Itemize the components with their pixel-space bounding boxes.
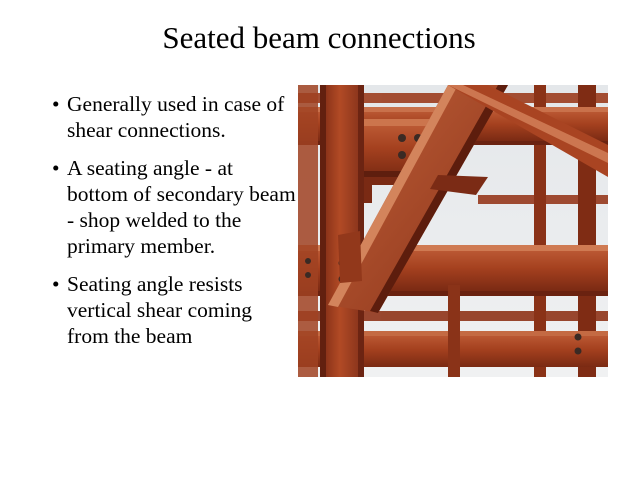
bullet-dot-icon: •	[52, 272, 60, 296]
lower-post	[448, 285, 460, 377]
slide-title: Seated beam connections	[162, 20, 476, 55]
bullet-text: Seating angle resists vertical shear coming from the beam	[67, 272, 253, 348]
bullet-dot-icon: •	[52, 156, 60, 180]
primary-column	[298, 85, 364, 377]
bullet-text: Generally used in case of shear connections.	[67, 92, 285, 142]
bullet-item	[52, 91, 296, 143]
steel-frame-illustration	[298, 85, 608, 377]
bullet-item	[52, 155, 296, 259]
bullet-text: A seating angle - at bottom of secondary beam - shop welded to the primary member.	[67, 156, 296, 258]
bullet-item	[52, 271, 296, 349]
bullet-list	[52, 91, 296, 361]
steel-frame-photo	[298, 85, 608, 377]
bullet-dot-icon: •	[52, 92, 60, 116]
